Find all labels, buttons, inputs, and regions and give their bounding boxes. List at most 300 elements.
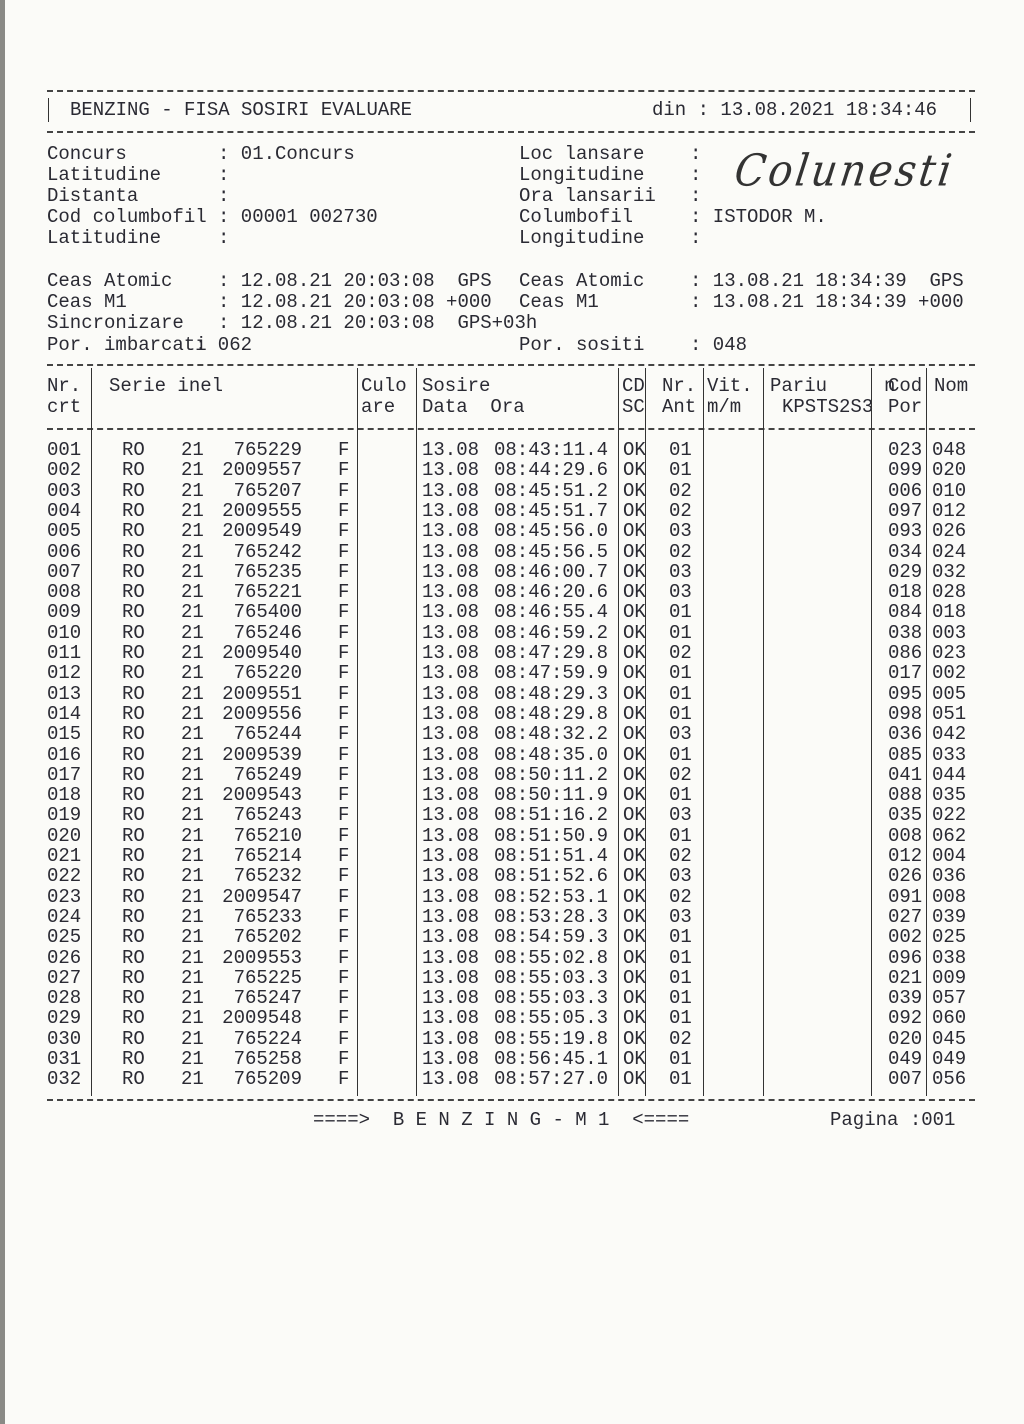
cell-ring-number: 765235 xyxy=(233,560,302,583)
cell-nr-ant: 02 xyxy=(669,540,692,563)
cell-country: RO xyxy=(122,1007,145,1030)
cell-ring-number: 765258 xyxy=(233,1048,302,1070)
cell-ring-number: 2009539 xyxy=(222,743,302,766)
cell-sex: F xyxy=(338,926,350,949)
cell-date: 13.08 xyxy=(422,987,480,1010)
cell-nr: 019 xyxy=(47,804,82,827)
cell-year: 21 xyxy=(181,682,204,705)
cell-cdsc: OK xyxy=(623,581,646,604)
cell-country: RO xyxy=(122,824,145,847)
cell-nr-ant: 02 xyxy=(669,1027,692,1050)
divider xyxy=(48,98,49,122)
cell-country: RO xyxy=(122,743,145,766)
cell-sex: F xyxy=(338,520,350,543)
cell-time: 08:45:51.7 xyxy=(494,499,609,522)
cell-cod-por: 049 xyxy=(888,1048,923,1070)
cell-year: 21 xyxy=(181,601,204,624)
divider xyxy=(970,98,971,122)
cell-nom: 060 xyxy=(932,1007,967,1030)
cell-cod-por: 029 xyxy=(888,560,923,583)
cell-nr: 003 xyxy=(47,479,82,502)
cell-sex: F xyxy=(338,946,350,969)
divider xyxy=(47,428,975,430)
cell-time: 08:55:03.3 xyxy=(494,966,609,989)
cell-nom: 003 xyxy=(932,621,967,644)
cell-cod-por: 002 xyxy=(888,926,923,949)
footer-brand: ====> B E N Z I N G - M 1 <==== xyxy=(313,1109,690,1131)
cell-year: 21 xyxy=(181,824,204,847)
cell-nr-ant: 01 xyxy=(669,459,692,482)
divider xyxy=(47,131,975,133)
cell-nr: 031 xyxy=(47,1048,82,1070)
cell-cdsc: OK xyxy=(623,1048,646,1070)
cell-cod-por: 006 xyxy=(888,479,923,502)
cell-nr-ant: 01 xyxy=(669,987,692,1010)
info-value: : xyxy=(218,164,230,186)
cell-nr: 006 xyxy=(47,540,82,563)
column-divider xyxy=(763,368,764,1096)
cell-sex: F xyxy=(338,905,350,928)
cell-cdsc: OK xyxy=(623,662,646,685)
cell-date: 13.08 xyxy=(422,743,480,766)
info-value: : xyxy=(690,185,702,207)
info-value: : ISTODOR M. xyxy=(690,206,827,228)
cell-time: 08:46:00.7 xyxy=(494,560,609,583)
cell-country: RO xyxy=(122,459,145,482)
cell-nr: 017 xyxy=(47,763,82,786)
cell-nom: 042 xyxy=(932,723,967,746)
cell-year: 21 xyxy=(181,540,204,563)
column-divider xyxy=(703,368,704,1096)
cell-country: RO xyxy=(122,702,145,725)
cell-cod-por: 036 xyxy=(888,723,923,746)
cell-nom: 025 xyxy=(932,926,967,949)
cell-cdsc: OK xyxy=(623,743,646,766)
cell-ring-number: 765243 xyxy=(233,804,302,827)
info-label: Ora lansarii xyxy=(519,185,656,207)
cell-ring-number: 765233 xyxy=(233,905,302,928)
cell-year: 21 xyxy=(181,439,204,461)
info-label: Columbofil xyxy=(519,206,634,228)
cell-cdsc: OK xyxy=(623,621,646,644)
cell-sex: F xyxy=(338,459,350,482)
cell-time: 08:57:27.0 xyxy=(494,1068,609,1091)
cell-cod-por: 092 xyxy=(888,1007,923,1030)
cell-cod-por: 099 xyxy=(888,459,923,482)
cell-nr: 010 xyxy=(47,621,82,644)
cell-cod-por: 098 xyxy=(888,702,923,725)
cell-cod-por: 041 xyxy=(888,763,923,786)
cell-time: 08:44:29.6 xyxy=(494,459,609,482)
header-nrant: Ant xyxy=(662,396,697,418)
cell-nr: 032 xyxy=(47,1068,82,1091)
cell-date: 13.08 xyxy=(422,905,480,928)
cell-cdsc: OK xyxy=(623,520,646,543)
cell-country: RO xyxy=(122,560,145,583)
clock-label: Por. imbarcati xyxy=(47,334,207,356)
cell-cdsc: OK xyxy=(623,946,646,969)
cell-date: 13.08 xyxy=(422,601,480,624)
cell-cod-por: 091 xyxy=(888,885,923,908)
cell-time: 08:48:32.2 xyxy=(494,723,609,746)
cell-cdsc: OK xyxy=(623,702,646,725)
cell-sex: F xyxy=(338,621,350,644)
info-value: : xyxy=(218,185,230,207)
header-pariu: KPSTS2S3 xyxy=(782,396,874,418)
cell-cdsc: OK xyxy=(623,1007,646,1030)
cell-date: 13.08 xyxy=(422,1027,480,1050)
cell-nr: 014 xyxy=(47,702,82,725)
cell-sex: F xyxy=(338,885,350,908)
cell-year: 21 xyxy=(181,723,204,746)
cell-nom: 012 xyxy=(932,499,967,522)
info-label: Longitudine xyxy=(519,164,645,186)
cell-country: RO xyxy=(122,946,145,969)
divider xyxy=(47,364,975,366)
cell-ring-number: 2009548 xyxy=(222,1007,302,1030)
cell-year: 21 xyxy=(181,459,204,482)
cell-ring-number: 765209 xyxy=(233,1068,302,1091)
cell-cdsc: OK xyxy=(623,824,646,847)
info-label: Cod columbofil xyxy=(47,206,207,228)
cell-country: RO xyxy=(122,885,145,908)
cell-year: 21 xyxy=(181,743,204,766)
cell-sex: F xyxy=(338,499,350,522)
cell-cdsc: OK xyxy=(623,499,646,522)
cell-country: RO xyxy=(122,499,145,522)
cell-cdsc: OK xyxy=(623,966,646,989)
cell-country: RO xyxy=(122,926,145,949)
cell-sex: F xyxy=(338,601,350,624)
cell-sex: F xyxy=(338,966,350,989)
cell-date: 13.08 xyxy=(422,662,480,685)
cell-date: 13.08 xyxy=(422,479,480,502)
info-value: : xyxy=(218,227,230,249)
cell-time: 08:46:59.2 xyxy=(494,621,609,644)
info-value: : xyxy=(690,143,702,165)
cell-cod-por: 012 xyxy=(888,845,923,867)
cell-cdsc: OK xyxy=(623,479,646,502)
cell-date: 13.08 xyxy=(422,560,480,583)
cell-sex: F xyxy=(338,1027,350,1050)
report-title: BENZING - FISA SOSIRI EVALUARE xyxy=(70,99,413,121)
cell-nom: 035 xyxy=(932,784,967,807)
cell-ring-number: 765214 xyxy=(233,845,302,867)
cell-sex: F xyxy=(338,702,350,725)
column-divider xyxy=(357,368,358,1096)
cell-cdsc: OK xyxy=(623,865,646,888)
cell-nom: 051 xyxy=(932,702,967,725)
cell-ring-number: 2009557 xyxy=(222,459,302,482)
cell-nom: 038 xyxy=(932,946,967,969)
cell-cod-por: 020 xyxy=(888,1027,923,1050)
cell-nr: 018 xyxy=(47,784,82,807)
clock-value: : 13.08.21 18:34:39 +000 xyxy=(690,291,964,313)
cell-sex: F xyxy=(338,763,350,786)
cell-year: 21 xyxy=(181,1027,204,1050)
cell-ring-number: 2009549 xyxy=(222,520,302,543)
cell-year: 21 xyxy=(181,662,204,685)
clock-value: : 12.08.21 20:03:08 GPS xyxy=(218,270,492,292)
cell-date: 13.08 xyxy=(422,926,480,949)
cell-date: 13.08 xyxy=(422,763,480,786)
cell-cdsc: OK xyxy=(623,926,646,949)
cell-nr-ant: 01 xyxy=(669,439,692,461)
cell-time: 08:47:29.8 xyxy=(494,642,609,664)
cell-sex: F xyxy=(338,439,350,461)
cell-cod-por: 008 xyxy=(888,824,923,847)
cell-cdsc: OK xyxy=(623,885,646,908)
cell-nr: 022 xyxy=(47,865,82,888)
cell-time: 08:48:35.0 xyxy=(494,743,609,766)
cell-nr: 009 xyxy=(47,601,82,624)
cell-nom: 005 xyxy=(932,682,967,705)
cell-nom: 044 xyxy=(932,763,967,786)
cell-nr-ant: 02 xyxy=(669,763,692,786)
cell-nr-ant: 03 xyxy=(669,560,692,583)
info-label: Loc lansare xyxy=(519,143,645,165)
cell-country: RO xyxy=(122,723,145,746)
cell-nom: 049 xyxy=(932,1048,967,1070)
cell-year: 21 xyxy=(181,499,204,522)
cell-nr: 001 xyxy=(47,439,82,461)
cell-time: 08:45:51.2 xyxy=(494,479,609,502)
cell-cdsc: OK xyxy=(623,845,646,867)
cell-cdsc: OK xyxy=(623,784,646,807)
cell-ring-number: 765210 xyxy=(233,824,302,847)
cell-country: RO xyxy=(122,682,145,705)
cell-ring-number: 765244 xyxy=(233,723,302,746)
cell-nr-ant: 03 xyxy=(669,723,692,746)
cell-sex: F xyxy=(338,845,350,867)
cell-sex: F xyxy=(338,662,350,685)
cell-date: 13.08 xyxy=(422,540,480,563)
cell-cdsc: OK xyxy=(623,763,646,786)
report-date: din : 13.08.2021 18:34:46 xyxy=(652,99,938,121)
cell-nom: 024 xyxy=(932,540,967,563)
header-nom: Nom xyxy=(934,375,969,397)
cell-sex: F xyxy=(338,987,350,1010)
cell-nr: 005 xyxy=(47,520,82,543)
cell-sex: F xyxy=(338,479,350,502)
cell-country: RO xyxy=(122,1068,145,1091)
cell-nr: 020 xyxy=(47,824,82,847)
info-value: : 00001 002730 xyxy=(218,206,378,228)
cell-nom: 023 xyxy=(932,642,967,664)
info-value: : xyxy=(690,164,702,186)
cell-cdsc: OK xyxy=(623,601,646,624)
column-divider xyxy=(618,368,619,1096)
cell-cod-por: 093 xyxy=(888,520,923,543)
cell-cdsc: OK xyxy=(623,682,646,705)
header-nr: Nr. xyxy=(47,375,82,397)
cell-country: RO xyxy=(122,865,145,888)
cell-ring-number: 2009556 xyxy=(222,702,302,725)
cell-cod-por: 096 xyxy=(888,946,923,969)
cell-country: RO xyxy=(122,540,145,563)
cell-nr-ant: 01 xyxy=(669,1068,692,1091)
cell-nr-ant: 02 xyxy=(669,479,692,502)
cell-nom: 032 xyxy=(932,560,967,583)
cell-sex: F xyxy=(338,865,350,888)
cell-cod-por: 007 xyxy=(888,1068,923,1091)
cell-nr: 004 xyxy=(47,499,82,522)
cell-nom: 036 xyxy=(932,865,967,888)
cell-cod-por: 088 xyxy=(888,784,923,807)
cell-ring-number: 2009540 xyxy=(222,642,302,664)
cell-nr-ant: 02 xyxy=(669,845,692,867)
cell-nom: 045 xyxy=(932,1027,967,1050)
cell-time: 08:55:05.3 xyxy=(494,1007,609,1030)
cell-country: RO xyxy=(122,966,145,989)
cell-time: 08:48:29.3 xyxy=(494,682,609,705)
cell-date: 13.08 xyxy=(422,824,480,847)
cell-time: 08:45:56.5 xyxy=(494,540,609,563)
cell-country: RO xyxy=(122,621,145,644)
cell-country: RO xyxy=(122,520,145,543)
cell-nr-ant: 01 xyxy=(669,1048,692,1070)
cell-date: 13.08 xyxy=(422,966,480,989)
clock-value: : 062 xyxy=(195,334,253,356)
clock-label: Ceas M1 xyxy=(519,291,599,313)
cell-time: 08:51:50.9 xyxy=(494,824,609,847)
cell-cod-por: 097 xyxy=(888,499,923,522)
handwritten-location: Colunesti xyxy=(731,145,958,197)
header-serie: Serie inel xyxy=(109,375,224,397)
cell-sex: F xyxy=(338,682,350,705)
cell-nom: 062 xyxy=(932,824,967,847)
cell-sex: F xyxy=(338,743,350,766)
cell-year: 21 xyxy=(181,946,204,969)
cell-nr-ant: 03 xyxy=(669,905,692,928)
cell-cdsc: OK xyxy=(623,642,646,664)
cell-cdsc: OK xyxy=(623,1068,646,1091)
cell-nr-ant: 03 xyxy=(669,804,692,827)
column-divider xyxy=(871,368,872,1096)
cell-ring-number: 2009543 xyxy=(222,784,302,807)
header-sosire: Sosire xyxy=(422,375,491,397)
cell-sex: F xyxy=(338,642,350,664)
cell-country: RO xyxy=(122,662,145,685)
cell-ring-number: 2009551 xyxy=(222,682,302,705)
cell-date: 13.08 xyxy=(422,946,480,969)
cell-nr: 015 xyxy=(47,723,82,746)
header-nrant: Nr. xyxy=(662,375,697,397)
cell-country: RO xyxy=(122,1027,145,1050)
cell-time: 08:56:45.1 xyxy=(494,1048,609,1070)
info-label: Distanta xyxy=(47,185,139,207)
cell-country: RO xyxy=(122,479,145,502)
info-label: Latitudine xyxy=(47,227,162,249)
cell-sex: F xyxy=(338,581,350,604)
cell-time: 08:45:56.0 xyxy=(494,520,609,543)
cell-time: 08:52:53.1 xyxy=(494,885,609,908)
cell-nr: 008 xyxy=(47,581,82,604)
clock-label: Sincronizare xyxy=(47,312,184,334)
header-nr: crt xyxy=(47,396,82,418)
cell-ring-number: 765221 xyxy=(233,581,302,604)
cell-ring-number: 765242 xyxy=(233,540,302,563)
cell-year: 21 xyxy=(181,520,204,543)
cell-year: 21 xyxy=(181,784,204,807)
cell-country: RO xyxy=(122,804,145,827)
cell-date: 13.08 xyxy=(422,642,480,664)
info-label: Concurs xyxy=(47,143,127,165)
clock-value: : 12.08.21 20:03:08 +000 xyxy=(218,291,492,313)
cell-country: RO xyxy=(122,987,145,1010)
cell-nom: 004 xyxy=(932,845,967,867)
header-cod: Cod xyxy=(888,375,923,397)
cell-cod-por: 035 xyxy=(888,804,923,827)
header-pariu: Pariu n xyxy=(770,375,896,397)
cell-nom: 020 xyxy=(932,459,967,482)
cell-sex: F xyxy=(338,1007,350,1030)
clock-label: Por. sositi xyxy=(519,334,645,356)
cell-time: 08:51:51.4 xyxy=(494,845,609,867)
cell-ring-number: 2009555 xyxy=(222,499,302,522)
cell-nr-ant: 01 xyxy=(669,743,692,766)
cell-country: RO xyxy=(122,439,145,461)
cell-nr: 012 xyxy=(47,662,82,685)
cell-date: 13.08 xyxy=(422,499,480,522)
header-sosire: Data Ora xyxy=(422,396,525,418)
cell-nom: 018 xyxy=(932,601,967,624)
cell-date: 13.08 xyxy=(422,1007,480,1030)
cell-cdsc: OK xyxy=(623,723,646,746)
cell-sex: F xyxy=(338,723,350,746)
cell-year: 21 xyxy=(181,987,204,1010)
cell-nom: 056 xyxy=(932,1068,967,1091)
cell-nr: 021 xyxy=(47,845,82,867)
cell-ring-number: 765229 xyxy=(233,439,302,461)
cell-nr-ant: 01 xyxy=(669,824,692,847)
cell-time: 08:55:03.3 xyxy=(494,987,609,1010)
cell-time: 08:50:11.9 xyxy=(494,784,609,807)
cell-nr: 007 xyxy=(47,560,82,583)
cell-nr-ant: 01 xyxy=(669,702,692,725)
cell-nr: 026 xyxy=(47,946,82,969)
cell-time: 08:51:16.2 xyxy=(494,804,609,827)
cell-ring-number: 765202 xyxy=(233,926,302,949)
cell-sex: F xyxy=(338,784,350,807)
cell-year: 21 xyxy=(181,479,204,502)
clock-label: Ceas Atomic xyxy=(47,270,173,292)
clock-label: Ceas M1 xyxy=(47,291,127,313)
cell-country: RO xyxy=(122,581,145,604)
header-vit: Vit. xyxy=(707,375,753,397)
cell-date: 13.08 xyxy=(422,459,480,482)
cell-nr-ant: 03 xyxy=(669,865,692,888)
clock-value: : 12.08.21 20:03:08 GPS+03h xyxy=(218,312,538,334)
divider xyxy=(47,90,975,92)
info-value: : xyxy=(690,227,702,249)
cell-year: 21 xyxy=(181,905,204,928)
cell-year: 21 xyxy=(181,702,204,725)
cell-cod-por: 017 xyxy=(888,662,923,685)
cell-cod-por: 084 xyxy=(888,601,923,624)
clock-value: : 13.08.21 18:34:39 GPS xyxy=(690,270,964,292)
clock-label: Ceas Atomic xyxy=(519,270,645,292)
cell-cod-por: 021 xyxy=(888,966,923,989)
cell-nr: 016 xyxy=(47,743,82,766)
cell-cod-por: 027 xyxy=(888,905,923,928)
cell-date: 13.08 xyxy=(422,1068,480,1091)
clock-value: : 048 xyxy=(690,334,748,356)
column-divider xyxy=(416,368,417,1096)
cell-nr-ant: 03 xyxy=(669,520,692,543)
cell-date: 13.08 xyxy=(422,682,480,705)
cell-year: 21 xyxy=(181,966,204,989)
